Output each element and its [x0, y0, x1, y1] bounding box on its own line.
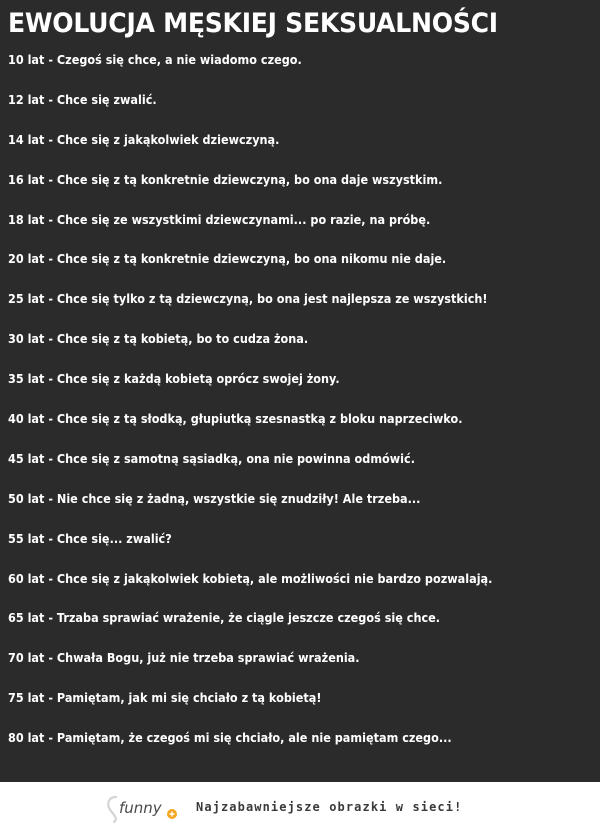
list-item: 12 lat - Chce się zwalić.	[8, 91, 157, 107]
tagline: Najzabawniejsze obrazki w sieci!	[196, 800, 463, 814]
list-item: 10 lat - Czegoś się chce, a nie wiadomo czego.	[8, 52, 302, 67]
list-item: 14 lat - Chce się z jakąkolwiek dziewczyną.	[8, 131, 280, 147]
list-item: 35 lat - Chce się z każdą kobietą oprócz swojej żony.	[8, 371, 340, 387]
list-item: 25 lat - Chce się tylko z tą dziewczyną, bo ona jest najlepsza ze wszystkich!	[8, 291, 488, 307]
footer-bar	[0, 782, 600, 831]
logo-wordmark: funny	[119, 799, 162, 817]
list-item: 80 lat - Pamiętam, że czegoś mi się chciało, ale nie pamiętam czego...	[8, 730, 452, 746]
list-item: 45 lat - Chce się z samotną sąsiadką, ona nie powinna odmówić.	[8, 450, 415, 466]
list-item: 20 lat - Chce się z tą konkretnie dziewczyną, bo ona nikomu nie daje.	[8, 251, 447, 267]
list-item: 16 lat - Chce się z tą konkretnie dziewczyną, bo ona daje wszystkim.	[8, 171, 443, 187]
list-item: 60 lat - Chce się z jakąkolwiek kobietą, ale możliwości nie bardzo pozwalają.	[8, 570, 493, 586]
list-item: 30 lat - Chce się z tą kobietą, bo to cudza żona.	[8, 331, 309, 347]
list-item: 70 lat - Chwała Bogu, już nie trzeba sprawiać wrażenia.	[8, 650, 360, 666]
page-title: EWOLUCJA MĘSKIEJ SEKSUALNOŚCI	[8, 8, 498, 39]
list-item: 50 lat - Nie chce się z żadną, wszystkie się znudziły! Ale trzeba...	[8, 490, 421, 506]
list-item: 75 lat - Pamiętam, jak mi się chciało z tą kobietą!	[8, 690, 322, 706]
entry-list	[8, 50, 592, 768]
list-item: 55 lat - Chce się... zwalić?	[8, 530, 172, 546]
list-item: 40 lat - Chce się z tą słodką, głupiutką szesnastką z bloku naprzeciwko.	[8, 411, 463, 427]
funny-logo-icon[interactable]	[104, 790, 180, 824]
list-item: 18 lat - Chce się ze wszystkimi dziewczynami... po razie, na próbę.	[8, 211, 431, 227]
list-item: 65 lat - Trzaba sprawiać wrażenie, że ciągle jeszcze czegoś się chce.	[8, 610, 441, 626]
